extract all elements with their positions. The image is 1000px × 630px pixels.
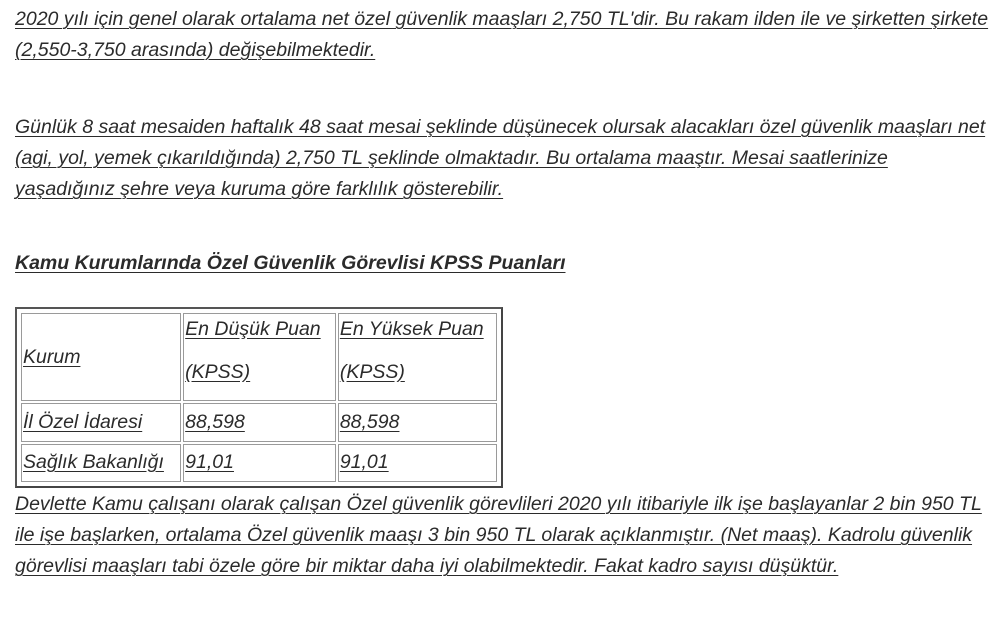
paragraph-salary-average: 2020 yılı için genel olarak ortalama net özel güvenlik maaşları 2,750 TL'dir. Bu rakam ilden ile ve şirketten şirkete (2,550-3,750 arasında) değişebilmektedir.	[15, 8, 989, 61]
cell-kurum: Sağlık Bakanlığı	[21, 444, 181, 482]
header-gap	[185, 345, 334, 357]
cell-kurum: İl Özel İdaresi	[21, 403, 181, 441]
header-gap	[340, 345, 495, 357]
paragraph-public-sector-salary: Devlette Kamu çalışanı olarak çalışan Özel güvenlik görevlileri 2020 yılı itibariyle ilk işe başlayanlar 2 bin 950 TL ile işe başlarken, ortalama Özel güvenlik maaşı 3 bin 950 TL olarak açıklanmıştır. (Net maaş). Kadrolu güvenlik görevlisi maaşları tabi özele göre bir miktar daha iyi olabilmektedir. Fakat kadro sayısı düşüktür.	[15, 493, 982, 577]
table-header-row	[21, 313, 497, 401]
cell-en-yuksek: 91,01	[338, 444, 497, 482]
table-row	[21, 444, 497, 482]
table-row	[21, 403, 497, 441]
header-kurum	[21, 313, 181, 401]
cell-en-dusuk: 91,01	[183, 444, 336, 482]
header-en-yuksek	[338, 313, 497, 401]
kpss-table-frame	[15, 307, 503, 488]
header-en-yuksek-line2: (KPSS)	[339, 361, 405, 383]
header-en-dusuk	[183, 313, 336, 401]
paragraph-working-hours: Günlük 8 saat mesaiden haftalık 48 saat mesai şeklinde düşünecek olursak alacakları özel güvenlik maaşları net (agi, yol, yemek çıkarıldığında) 2,750 TL şeklinde olmaktadır. Bu ortalama maaştır. Mesai saatlerinize yaşadığınız şehre veya kuruma göre farklılık gösterebilir.	[15, 116, 986, 200]
header-en-dusuk-line1: En Düşük Puan	[185, 318, 321, 340]
header-en-yuksek-line1: En Yüksek Puan	[339, 318, 484, 340]
header-en-dusuk-line2: (KPSS)	[185, 361, 251, 383]
section-heading-kpss: Kamu Kurumlarında Özel Güvenlik Görevlisi KPSS Puanları	[15, 252, 566, 274]
header-kurum-label: Kurum	[23, 345, 81, 368]
cell-en-yuksek: 88,598	[338, 403, 497, 441]
cell-en-dusuk: 88,598	[183, 403, 336, 441]
kpss-table	[19, 311, 499, 484]
